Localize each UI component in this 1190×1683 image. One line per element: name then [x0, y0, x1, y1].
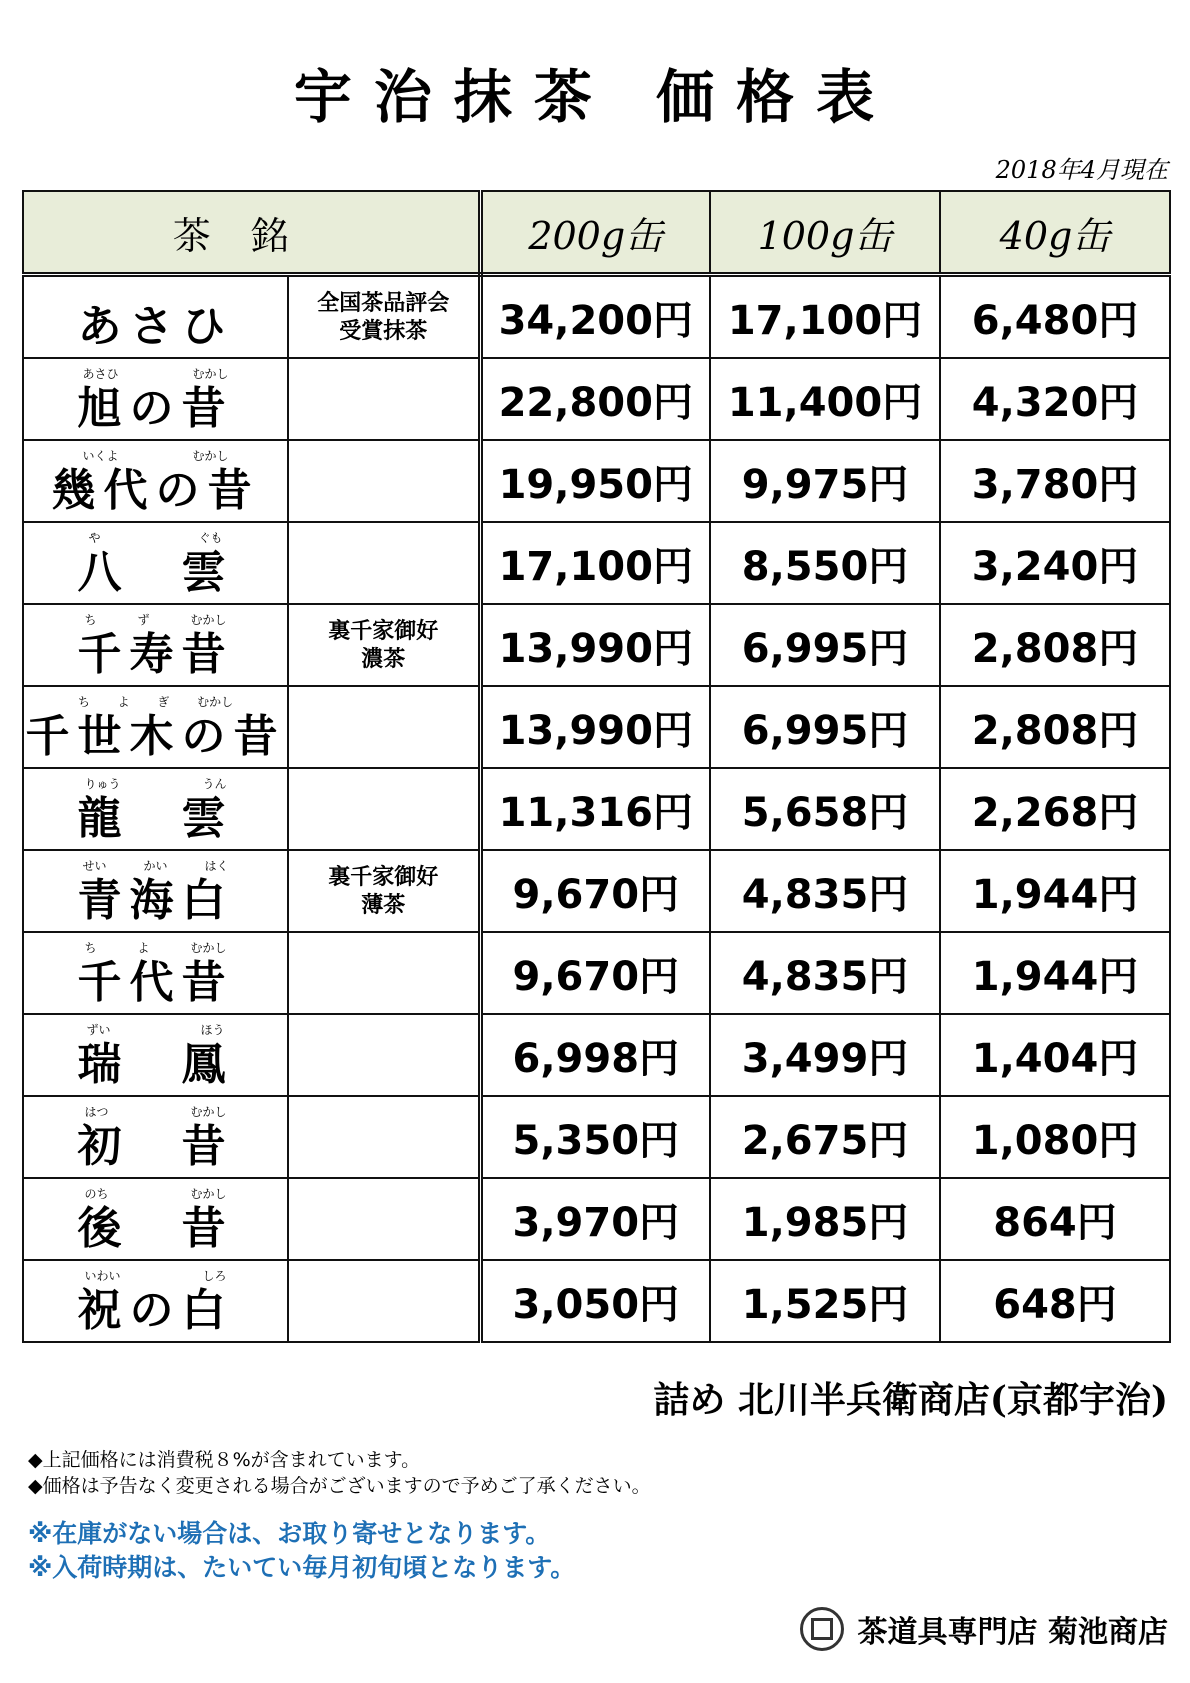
tea-name-cell: [23, 1178, 288, 1260]
tea-note-line: 全国茶品評会: [317, 290, 450, 316]
tea-name: 千代昔: [77, 957, 234, 1008]
tea-name: 初 昔: [77, 1121, 234, 1172]
furigana-reading: むかし: [192, 367, 229, 381]
price-40g: 864円: [940, 1178, 1170, 1260]
price-100g: 4,835円: [710, 850, 940, 932]
price-100g: 9,975円: [710, 440, 940, 522]
shop-crest-icon: [800, 1607, 844, 1651]
price-100g: 6,995円: [710, 686, 940, 768]
tea-note: [288, 522, 480, 604]
tea-name: 旭の昔: [77, 383, 234, 434]
tea-note: [288, 768, 480, 850]
price-40g: 648円: [940, 1260, 1170, 1342]
table-row: [23, 1260, 1170, 1342]
furigana-reading: ずい: [86, 1023, 111, 1037]
header-200g: 200g缶: [480, 191, 710, 275]
tea-note: [288, 932, 480, 1014]
furigana-reading: むかし: [190, 1105, 227, 1119]
furigana: [24, 529, 287, 546]
price-40g: 1,944円: [940, 850, 1170, 932]
stock-note-line: ※入荷時期は、たいてい毎月初旬頃となります。: [28, 1553, 576, 1582]
furigana: [24, 447, 287, 464]
furigana-reading: よ: [137, 941, 150, 955]
price-40g: 2,808円: [940, 604, 1170, 686]
tea-note-line: 濃茶: [361, 646, 406, 672]
furigana-reading: りゅう: [84, 777, 121, 791]
furigana-reading: よ: [117, 695, 130, 709]
tea-name: 幾代の昔: [51, 465, 260, 516]
furigana-reading: ち: [84, 941, 97, 955]
table-row: [23, 522, 1170, 604]
price-200g: 13,990円: [480, 686, 710, 768]
price-100g: 4,835円: [710, 932, 940, 1014]
tea-name: 祝の白: [77, 1285, 234, 1336]
shop-footer: [800, 1607, 1168, 1651]
tea-name-cell: [23, 932, 288, 1014]
furigana-reading: むかし: [190, 941, 227, 955]
price-200g: 34,200円: [480, 275, 710, 359]
price-40g: 1,944円: [940, 932, 1170, 1014]
furigana-reading: はつ: [84, 1105, 109, 1119]
tea-name-cell: [23, 1014, 288, 1096]
tea-name: 千世木の昔: [25, 711, 286, 762]
tea-note: [288, 1260, 480, 1342]
furigana-reading: かい: [143, 859, 168, 873]
furigana-reading: あさひ: [82, 367, 119, 381]
furigana: [24, 1185, 287, 1202]
price-40g: 2,268円: [940, 768, 1170, 850]
price-40g: 2,808円: [940, 686, 1170, 768]
furigana-reading: ず: [137, 613, 150, 627]
stock-note-line: ※在庫がない場合は、お取り寄せとなります。: [28, 1519, 551, 1548]
note-line: ◆価格は予告なく変更される場合がございますので予めご了承ください。: [28, 1475, 651, 1497]
price-100g: 17,100円: [710, 275, 940, 359]
price-200g: 3,970円: [480, 1178, 710, 1260]
tea-name: 八 雲: [77, 547, 234, 598]
price-200g: 17,100円: [480, 522, 710, 604]
furigana-reading: ぎ: [157, 695, 170, 709]
page-title: 宇治抹茶 価格表: [293, 63, 897, 131]
furigana: [24, 939, 287, 956]
price-200g: 6,998円: [480, 1014, 710, 1096]
price-100g: 5,658円: [710, 768, 940, 850]
table-row: [23, 440, 1170, 522]
furigana: [24, 1021, 287, 1038]
price-40g: 3,240円: [940, 522, 1170, 604]
tea-note-line: 裏千家御好: [328, 618, 439, 644]
price-100g: 3,499円: [710, 1014, 940, 1096]
tea-note: [288, 275, 480, 359]
tea-name-cell: [23, 1096, 288, 1178]
header-row: [23, 191, 1170, 275]
price-200g: 5,350円: [480, 1096, 710, 1178]
tea-name-cell: [23, 440, 288, 522]
furigana-reading: うん: [202, 777, 227, 791]
tea-name-cell: [23, 686, 288, 768]
tea-name-cell: [23, 1260, 288, 1342]
furigana-reading: いくよ: [82, 449, 119, 463]
furigana-reading: のち: [84, 1187, 109, 1201]
price-100g: 1,985円: [710, 1178, 940, 1260]
price-40g: 6,480円: [940, 275, 1170, 359]
table-row: [23, 850, 1170, 932]
tea-name: 青海白: [77, 875, 234, 926]
tea-name: 千寿昔: [77, 629, 234, 680]
table-row: [23, 686, 1170, 768]
table-row: [23, 1014, 1170, 1096]
furigana: [24, 693, 287, 710]
price-200g: 19,950円: [480, 440, 710, 522]
furigana: [24, 1103, 287, 1120]
furigana: [24, 775, 287, 792]
furigana-reading: むかし: [190, 613, 227, 627]
note-line: ◆上記価格には消費税８%が含まれています。: [28, 1449, 421, 1471]
tea-note: [288, 358, 480, 440]
furigana: [24, 611, 287, 628]
tea-name: 龍 雲: [77, 793, 234, 844]
shop-name: 茶道具専門店 菊池商店: [857, 1615, 1168, 1650]
tea-name-cell: [23, 275, 288, 359]
furigana: [24, 1267, 287, 1284]
tea-name: 瑞 鳳: [77, 1039, 234, 1090]
price-40g: 1,080円: [940, 1096, 1170, 1178]
table-row: [23, 604, 1170, 686]
header-100g: 100g缶: [710, 191, 940, 275]
price-200g: 11,316円: [480, 768, 710, 850]
tea-note: [288, 1096, 480, 1178]
furigana-reading: せい: [82, 859, 107, 873]
furigana-reading: ほう: [200, 1023, 225, 1037]
price-100g: 1,525円: [710, 1260, 940, 1342]
furigana-reading: ち: [77, 695, 90, 709]
furigana-reading: や: [88, 531, 101, 545]
tea-note: [288, 1178, 480, 1260]
table-row: [23, 358, 1170, 440]
tax-notes: [28, 1447, 651, 1499]
tea-note-line: 裏千家御好: [328, 864, 439, 890]
tea-note: [288, 604, 480, 686]
furigana-reading: むかし: [192, 449, 229, 463]
stock-notes: [28, 1517, 575, 1585]
tea-name-cell: [23, 604, 288, 686]
header-tea-name: 茶銘: [23, 191, 480, 275]
price-200g: 9,670円: [480, 850, 710, 932]
price-100g: 6,995円: [710, 604, 940, 686]
table-row: [23, 1178, 1170, 1260]
furigana-reading: むかし: [197, 695, 234, 709]
furigana: [24, 365, 287, 382]
table-row: [23, 1096, 1170, 1178]
furigana-reading: ぐも: [198, 531, 223, 545]
tea-note-line: 薄茶: [361, 892, 406, 918]
price-200g: 13,990円: [480, 604, 710, 686]
price-40g: 4,320円: [940, 358, 1170, 440]
tea-name-cell: [23, 358, 288, 440]
price-200g: 3,050円: [480, 1260, 710, 1342]
price-40g: 3,780円: [940, 440, 1170, 522]
tea-note: [288, 440, 480, 522]
tea-name: あさひ: [77, 301, 234, 352]
price-100g: 8,550円: [710, 522, 940, 604]
price-200g: 22,800円: [480, 358, 710, 440]
price-100g: 2,675円: [710, 1096, 940, 1178]
furigana-reading: むかし: [190, 1187, 227, 1201]
tea-name-cell: [23, 522, 288, 604]
header-40g: 40g缶: [940, 191, 1170, 275]
as-of-date: 2018年4月現在: [995, 156, 1168, 184]
tea-name-cell: [23, 768, 288, 850]
furigana-reading: いわい: [84, 1269, 121, 1283]
table-row: [23, 932, 1170, 1014]
furigana-reading: ち: [84, 613, 97, 627]
tea-note: [288, 686, 480, 768]
table-row: [23, 768, 1170, 850]
price-200g: 9,670円: [480, 932, 710, 1014]
tea-note-line: 受賞抹茶: [339, 318, 428, 344]
tea-name: 後 昔: [77, 1203, 234, 1254]
furigana-reading: しろ: [202, 1269, 227, 1283]
tea-note: [288, 850, 480, 932]
price-40g: 1,404円: [940, 1014, 1170, 1096]
price-100g: 11,400円: [710, 358, 940, 440]
price-table: [22, 190, 1171, 1343]
table-row: [23, 275, 1170, 359]
furigana: [24, 857, 287, 874]
furigana-reading: はく: [204, 859, 229, 873]
tea-name-cell: [23, 850, 288, 932]
tea-note: [288, 1014, 480, 1096]
packer-label: 詰め 北川半兵衛商店(京都宇治): [653, 1379, 1168, 1421]
